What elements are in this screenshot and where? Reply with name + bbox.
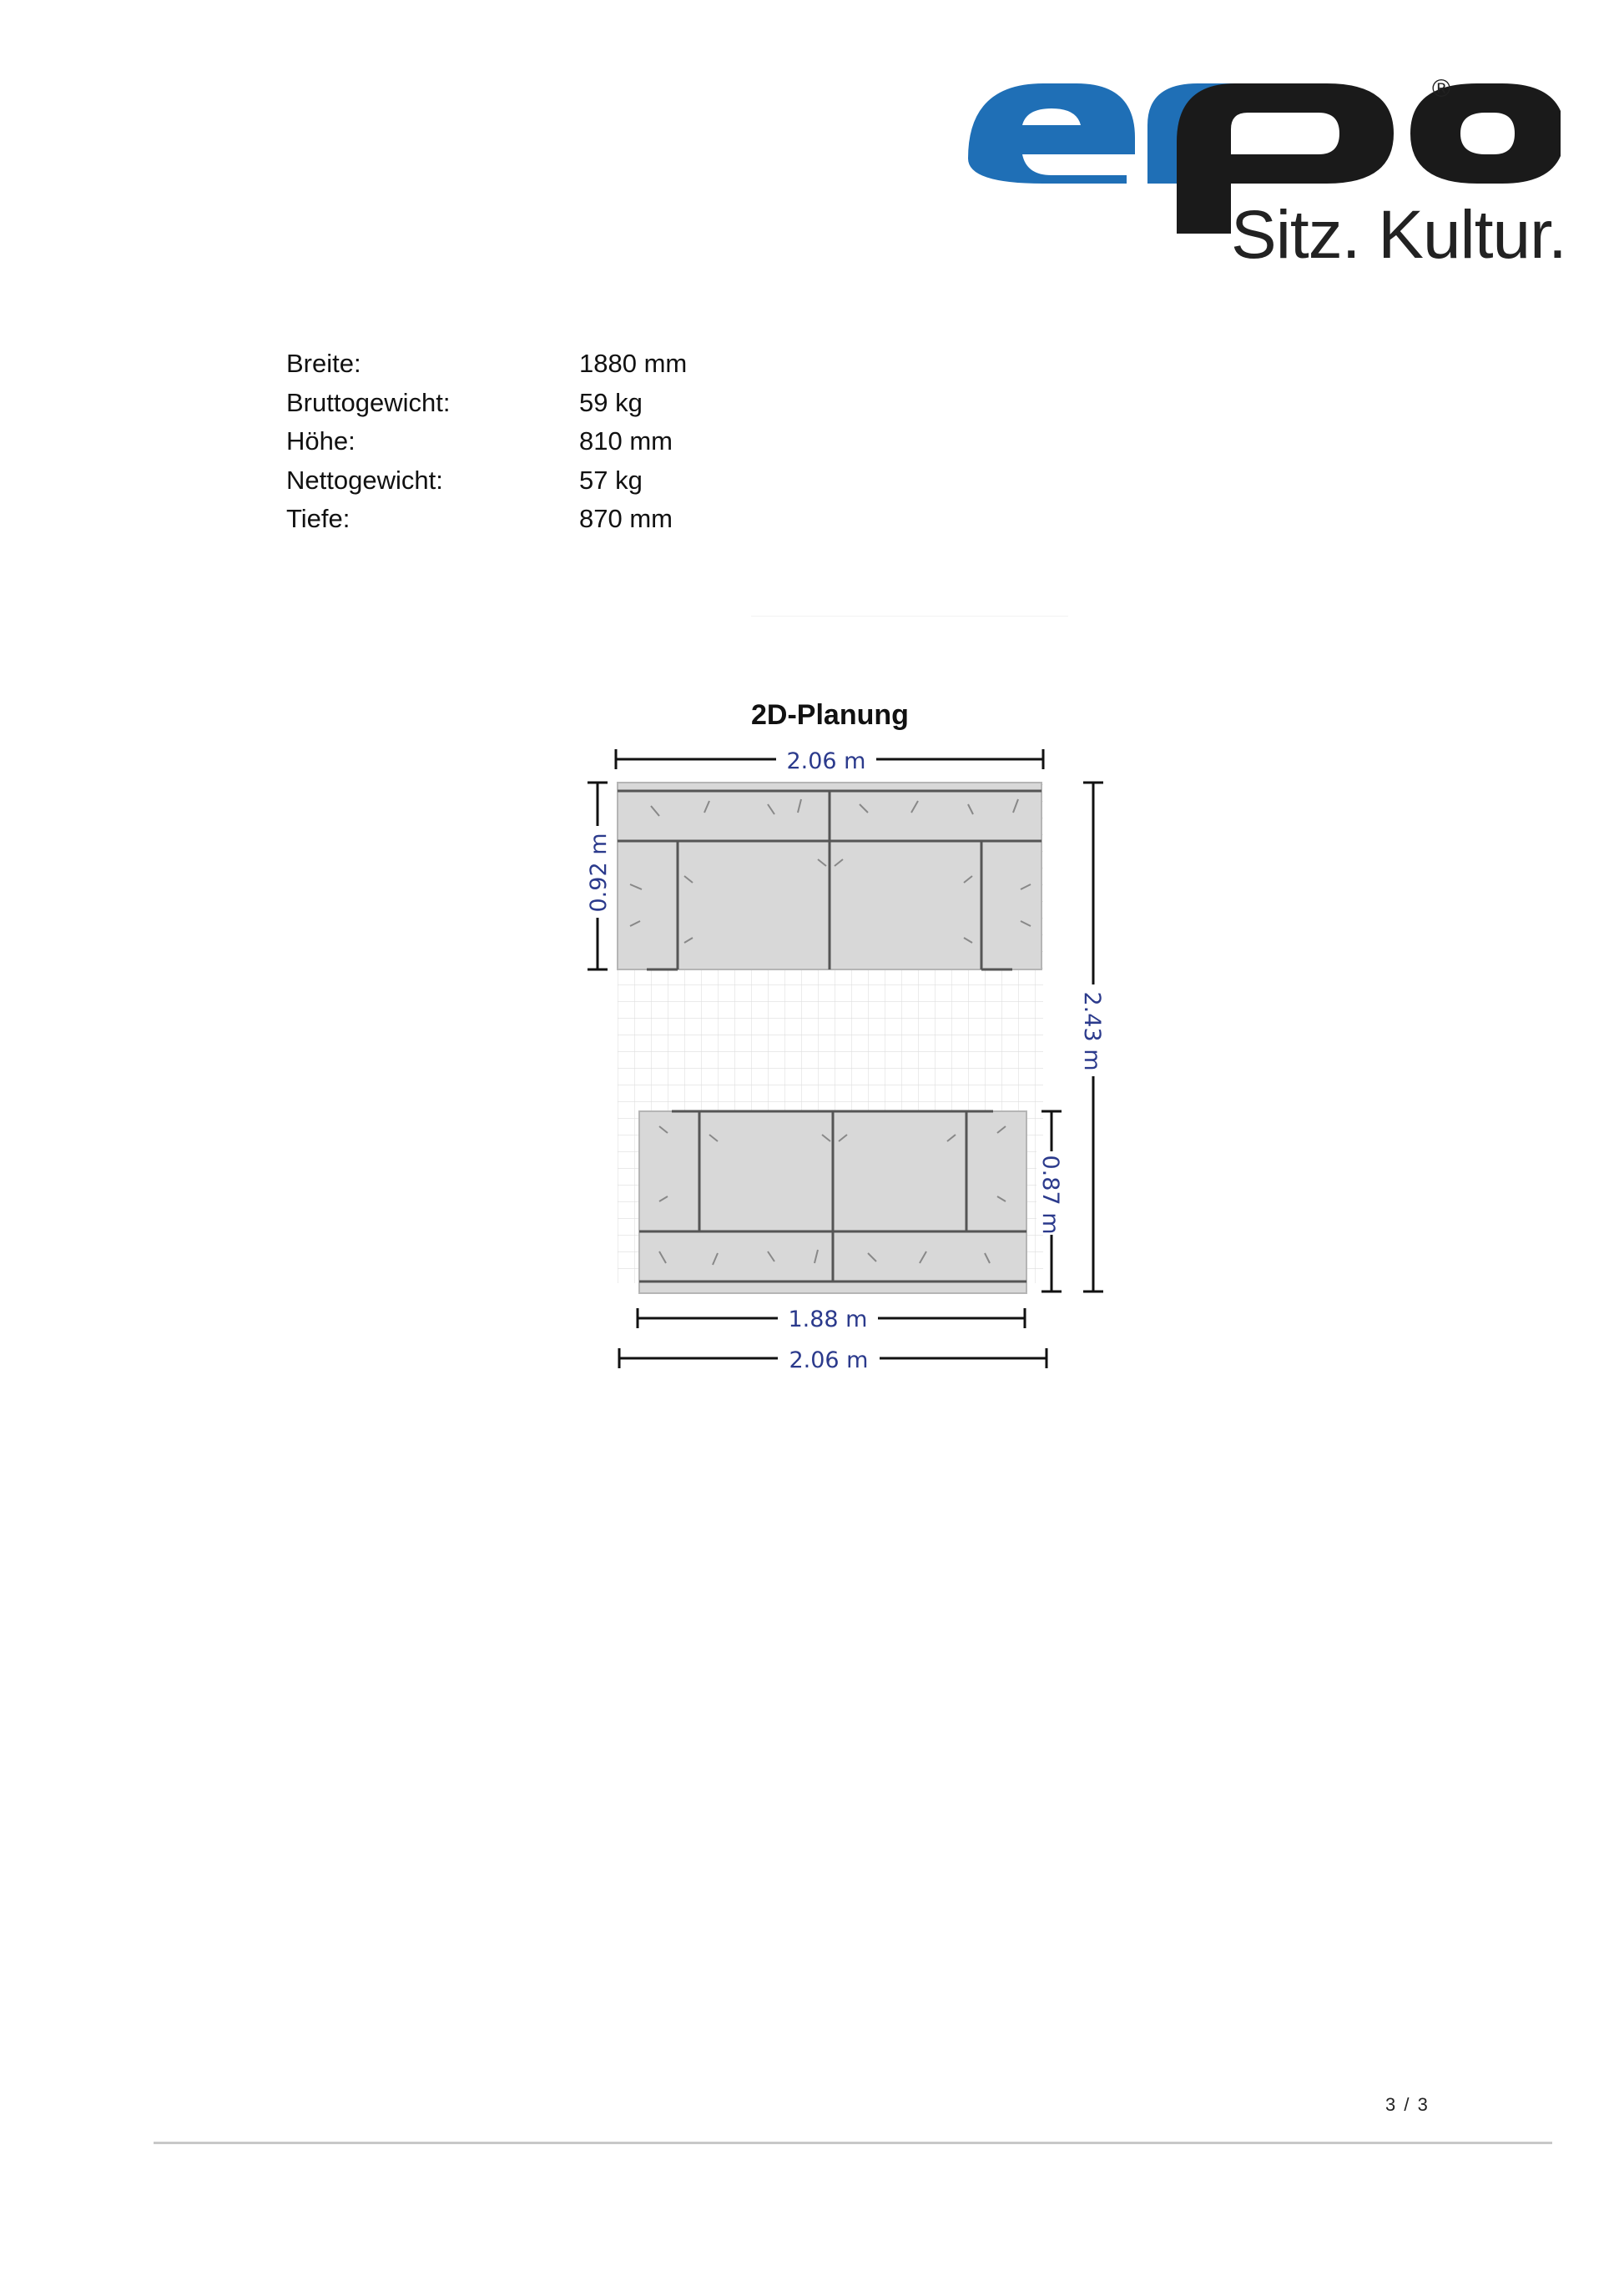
spec-value: 810 mm bbox=[579, 426, 673, 456]
sofa-bottom bbox=[639, 1111, 1026, 1293]
spec-value: 59 kg bbox=[579, 387, 643, 417]
spec-value: 870 mm bbox=[579, 504, 673, 533]
spec-label: Tiefe: bbox=[286, 504, 351, 533]
footer-divider bbox=[154, 2142, 1552, 2144]
floor-plan bbox=[551, 734, 1152, 1385]
spec-value: 57 kg bbox=[579, 465, 643, 495]
floor-plan-drawing bbox=[551, 734, 1152, 1385]
sofa-top bbox=[618, 783, 1041, 969]
spec-value: 1880 mm bbox=[579, 349, 688, 378]
brand-logo bbox=[960, 75, 1566, 275]
dim-bottom-inner: 1.88 m bbox=[788, 1307, 868, 1332]
dim-right-total: 2.43 m bbox=[1079, 991, 1105, 1071]
spec-label: Breite: bbox=[286, 349, 361, 378]
plan-title: 2D-Planung bbox=[751, 699, 909, 731]
divider bbox=[751, 616, 1068, 617]
dim-top-width: 2.06 m bbox=[786, 748, 866, 774]
brand-tagline: Sitz. Kultur. bbox=[1231, 197, 1566, 273]
registered-mark-icon: ® bbox=[1432, 75, 1451, 103]
spec-label: Nettogewicht: bbox=[286, 465, 443, 495]
spec-label: Bruttogewicht: bbox=[286, 387, 451, 417]
spec-label: Höhe: bbox=[286, 426, 356, 456]
dim-left-depth: 0.92 m bbox=[586, 833, 612, 913]
dim-bottom-outer: 2.06 m bbox=[789, 1347, 869, 1373]
page-number: 3 / 3 bbox=[1385, 2094, 1430, 2115]
dim-right-depth: 0.87 m bbox=[1037, 1155, 1063, 1235]
